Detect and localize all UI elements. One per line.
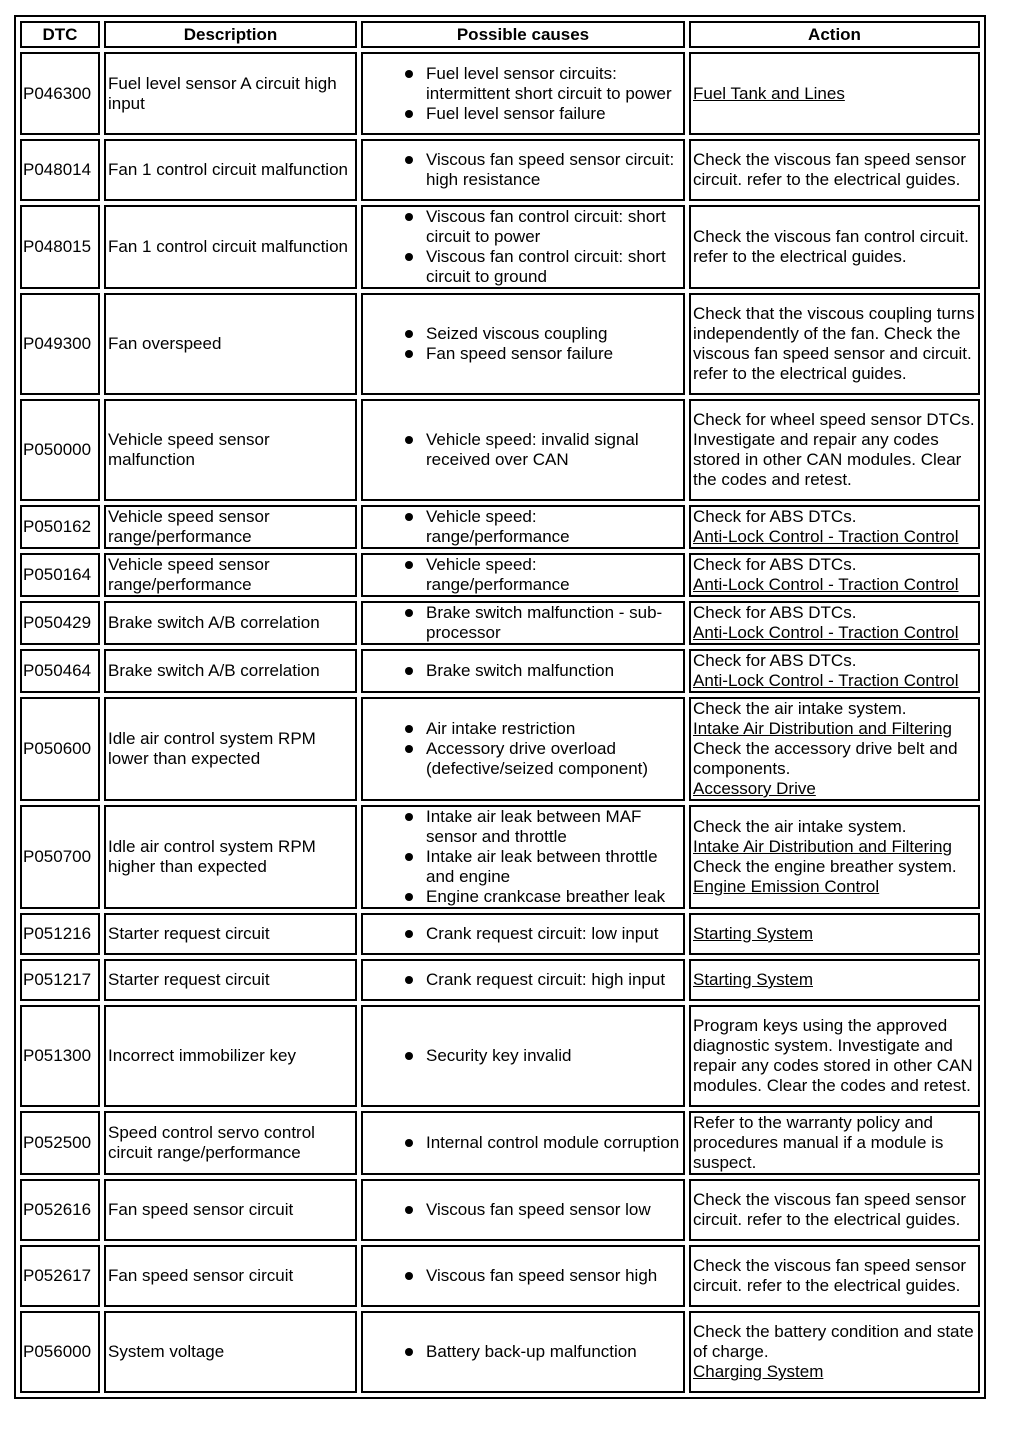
description-cell: Fuel level sensor A circuit high input [104,52,357,135]
description-cell: Idle air control system RPM higher than expected [104,805,357,909]
table-row [20,52,980,135]
dtc-code-cell: P048014 [20,139,100,201]
table-row [20,601,980,645]
action-link[interactable]: Fuel Tank and Lines [693,83,845,103]
causes-list [365,661,681,681]
possible-causes-cell [361,52,685,135]
table-row [20,1005,980,1107]
action-text: Refer to the warranty policy and procedures manual if a module is suspect. [693,1113,944,1172]
cause-list-item: Intake air leak between MAF sensor and throttle [365,807,681,847]
possible-causes-cell [361,697,685,801]
action-cell [689,1111,980,1175]
cause-list-item: Viscous fan control circuit: short circuit to power [365,207,681,247]
possible-causes-cell [361,1245,685,1307]
possible-causes-cell [361,293,685,395]
action-cell [689,1311,980,1393]
table-row [20,1311,980,1393]
possible-causes-cell [361,959,685,1001]
causes-list [365,719,681,779]
cause-list-item: Viscous fan speed sensor high [365,1266,681,1286]
action-cell [689,553,980,597]
table-row [20,399,980,501]
causes-list [365,64,681,124]
action-cell [689,959,980,1001]
action-text: Check for wheel speed sensor DTCs. Investigate and repair any codes stored in other CAN modules. Clear the codes and retest. [693,410,975,489]
description-cell: Speed control servo control circuit range/performance [104,1111,357,1175]
action-cell [689,1005,980,1107]
description-cell: Fan speed sensor circuit [104,1245,357,1307]
possible-causes-cell [361,1311,685,1393]
table-row [20,553,980,597]
action-cell [689,399,980,501]
description-cell: Starter request circuit [104,959,357,1001]
cause-list-item: Internal control module corruption [365,1133,681,1153]
dtc-code-cell: P056000 [20,1311,100,1393]
action-cell [689,913,980,955]
description-cell: System voltage [104,1311,357,1393]
possible-causes-cell [361,805,685,909]
action-cell [689,505,980,549]
causes-list [365,207,681,287]
cause-list-item: Vehicle speed: range/performance [365,555,681,595]
causes-list [365,555,681,595]
dtc-code-cell: P051300 [20,1005,100,1107]
action-text: Check the viscous fan speed sensor circuit. refer to the electrical guides. [693,1190,967,1229]
action-text: Check the viscous fan speed sensor circuit. refer to the electrical guides. [693,150,967,189]
description-cell: Vehicle speed sensor range/performance [104,505,357,549]
dtc-table [14,15,986,1399]
possible-causes-cell [361,913,685,955]
description-cell: Fan 1 control circuit malfunction [104,139,357,201]
table-row [20,959,980,1001]
action-link[interactable]: Engine Emission Control [693,877,880,896]
action-cell [689,1179,980,1241]
cause-list-item: Fuel level sensor circuits: intermittent short circuit to power [365,64,681,104]
action-cell [689,293,980,395]
dtc-code-cell: P050162 [20,505,100,549]
description-cell: Brake switch A/B correlation [104,601,357,645]
action-cell [689,697,980,801]
action-cell [689,205,980,289]
cause-list-item: Brake switch malfunction [365,661,681,681]
table-row [20,913,980,955]
dtc-code-cell: P052616 [20,1179,100,1241]
action-text: Program keys using the approved diagnostic system. Investigate and repair any codes stored in other CAN modules. Clear the codes and retest. [693,1016,973,1095]
cause-list-item: Vehicle speed: range/performance [365,507,681,547]
dtc-code-cell: P052500 [20,1111,100,1175]
dtc-code-cell: P046300 [20,52,100,135]
action-text: Check for ABS DTCs. [693,507,857,526]
table-row [20,293,980,395]
cause-list-item: Air intake restriction [365,719,681,739]
action-text: Check the accessory drive belt and components. [693,739,958,778]
causes-list [365,924,681,944]
causes-list [365,1200,681,1220]
description-cell: Vehicle speed sensor range/performance [104,553,357,597]
causes-list [365,430,681,470]
possible-causes-cell [361,553,685,597]
cause-list-item: Security key invalid [365,1046,681,1066]
header-dtc: DTC [20,21,100,48]
description-cell: Brake switch A/B correlation [104,649,357,693]
cause-list-item: Fuel level sensor failure [365,104,681,124]
dtc-code-cell: P049300 [20,293,100,395]
table-row [20,1111,980,1175]
action-cell [689,139,980,201]
causes-list [365,970,681,990]
action-cell [689,601,980,645]
dtc-code-cell: P050464 [20,649,100,693]
cause-list-item: Engine crankcase breather leak [365,887,681,907]
action-text: Check the air intake system. [693,817,907,836]
table-row [20,805,980,909]
dtc-code-cell: P051216 [20,913,100,955]
dtc-code-cell: P050700 [20,805,100,909]
dtc-code-cell: P050600 [20,697,100,801]
action-link[interactable]: Anti-Lock Control - Traction Control [693,671,959,690]
cause-list-item: Vehicle speed: invalid signal received over CAN [365,430,681,470]
action-text: Check the viscous fan control circuit. refer to the electrical guides. [693,227,969,266]
action-cell [689,1245,980,1307]
dtc-code-cell: P050000 [20,399,100,501]
action-text: Check the air intake system. [693,699,907,718]
causes-list [365,1133,681,1153]
possible-causes-cell [361,649,685,693]
action-link[interactable]: Anti-Lock Control - Traction Control [693,527,959,546]
table-header-row [20,21,980,48]
possible-causes-cell [361,505,685,549]
cause-list-item: Brake switch malfunction - sub-processor [365,603,681,643]
possible-causes-cell [361,601,685,645]
cause-list-item: Accessory drive overload (defective/seized component) [365,739,681,779]
description-cell: Vehicle speed sensor malfunction [104,399,357,501]
table-row [20,1179,980,1241]
possible-causes-cell [361,399,685,501]
action-text: Check the battery condition and state of charge. [693,1322,974,1361]
action-text: Check the engine breather system. [693,857,957,876]
dtc-code-cell: P052617 [20,1245,100,1307]
possible-causes-cell [361,1111,685,1175]
description-cell: Incorrect immobilizer key [104,1005,357,1107]
action-text: Check for ABS DTCs. [693,603,857,622]
causes-list [365,807,681,907]
cause-list-item: Crank request circuit: low input [365,924,681,944]
action-text: Check that the viscous coupling turns independently of the fan. Check the viscous fan speed sensor and circuit. refer to the electrical guides. [693,304,975,383]
table-body [20,52,980,1393]
header-description: Description [104,21,357,48]
action-cell [689,649,980,693]
dtc-code-cell: P048015 [20,205,100,289]
cause-list-item: Viscous fan control circuit: short circuit to ground [365,247,681,287]
possible-causes-cell [361,205,685,289]
action-link[interactable]: Starting System [693,970,813,989]
cause-list-item: Viscous fan speed sensor circuit: high resistance [365,150,681,190]
action-link[interactable]: Accessory Drive [693,779,816,798]
cause-list-item: Crank request circuit: high input [365,970,681,990]
dtc-code-cell: P050429 [20,601,100,645]
causes-list [365,1046,681,1066]
description-cell: Idle air control system RPM lower than expected [104,697,357,801]
table-row [20,205,980,289]
cause-list-item: Battery back-up malfunction [365,1342,681,1362]
description-cell: Fan overspeed [104,293,357,395]
action-text: Check for ABS DTCs. [693,651,857,670]
action-link[interactable]: Intake Air Distribution and Filtering [693,837,952,856]
description-cell: Fan speed sensor circuit [104,1179,357,1241]
causes-list [365,507,681,547]
cause-list-item: Seized viscous coupling [365,324,681,344]
action-cell [689,52,980,135]
dtc-code-cell: P051217 [20,959,100,1001]
action-link[interactable]: Anti-Lock Control - Traction Control [693,623,959,642]
cause-list-item: Intake air leak between throttle and engine [365,847,681,887]
causes-list [365,1266,681,1286]
table-row [20,1245,980,1307]
action-link[interactable]: Intake Air Distribution and Filtering [693,719,952,738]
action-link[interactable]: Anti-Lock Control - Traction Control [693,575,959,594]
action-cell [689,805,980,909]
action-text: Check for ABS DTCs. [693,555,857,574]
causes-list [365,1342,681,1362]
action-text: Check the viscous fan speed sensor circuit. refer to the electrical guides. [693,1256,967,1295]
possible-causes-cell [361,1005,685,1107]
table-row [20,505,980,549]
causes-list [365,150,681,190]
header-action: Action [689,21,980,48]
possible-causes-cell [361,1179,685,1241]
table-row [20,697,980,801]
cause-list-item: Fan speed sensor failure [365,344,681,364]
causes-list [365,324,681,364]
dtc-code-cell: P050164 [20,553,100,597]
cause-list-item: Viscous fan speed sensor low [365,1200,681,1220]
header-possible-causes: Possible causes [361,21,685,48]
possible-causes-cell [361,139,685,201]
description-cell: Starter request circuit [104,913,357,955]
action-link[interactable]: Charging System [693,1362,824,1381]
table-row [20,139,980,201]
causes-list [365,603,681,643]
table-row [20,649,980,693]
action-link[interactable]: Starting System [693,924,813,943]
description-cell: Fan 1 control circuit malfunction [104,205,357,289]
